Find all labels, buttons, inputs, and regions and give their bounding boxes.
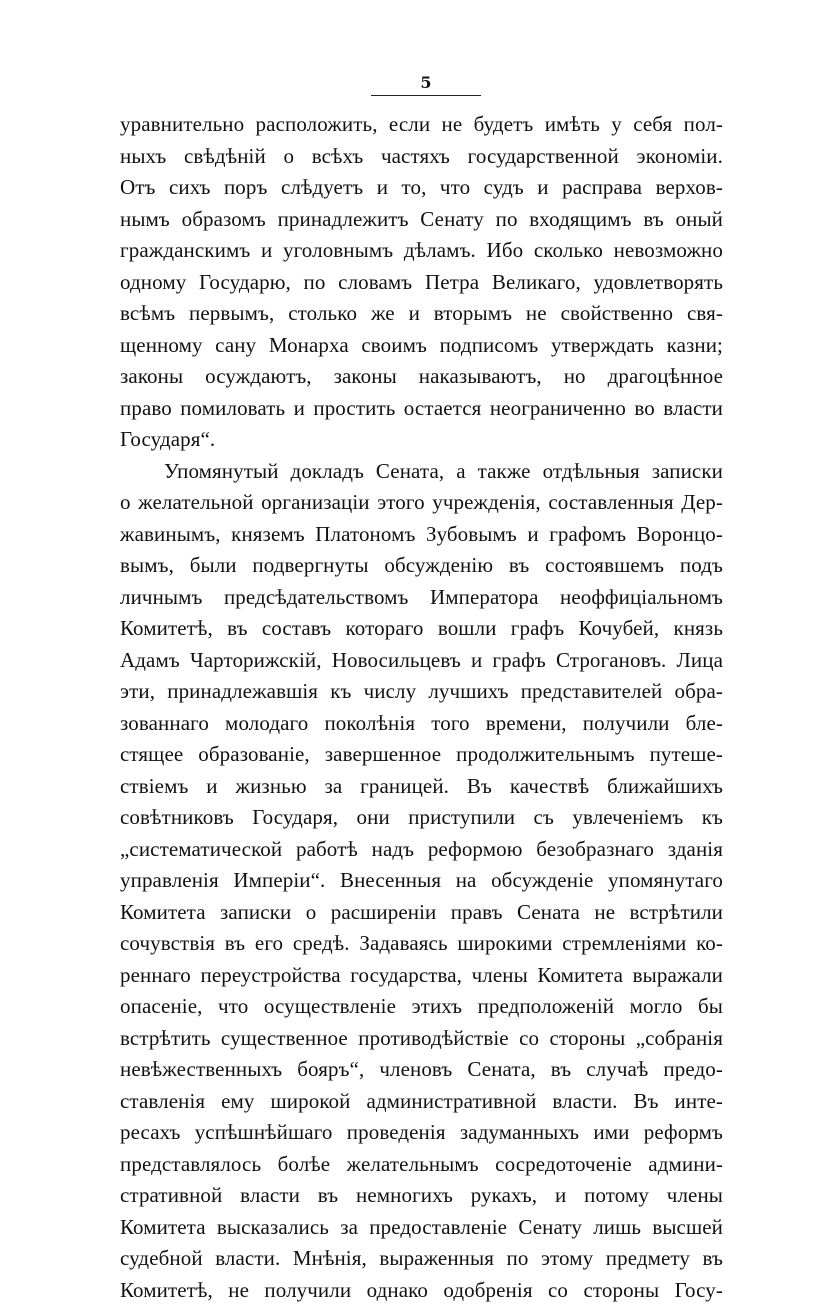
text-line: уравнительно расположить, если не будетъ имѣть у себя пол-	[120, 109, 723, 141]
page-number: 5	[371, 74, 481, 92]
text-line: представлялось болѣе желательнымъ сосредоточеніе админи-	[120, 1149, 723, 1181]
text-line: Отъ сихъ поръ слѣдуетъ и то, что судъ и расправа верхов-	[120, 172, 723, 204]
text-line: Комитетѣ, въ составъ котораго вошли графъ Кочубей, князь	[120, 613, 723, 645]
text-line: реннаго переустройства государства, члены Комитета выражали	[120, 960, 723, 992]
text-line: право помиловать и простить остается неограниченно во власти	[120, 393, 723, 425]
text-line: „систематической работѣ надъ реформою безобразнаго зданія	[120, 834, 723, 866]
text-line: всѣмъ первымъ, столько же и вторымъ не свойственно свя-	[120, 298, 723, 330]
text-line: управленія Имперіи“. Внесенныя на обсужденіе упомянутаго	[120, 865, 723, 897]
text-line: опасеніе, что осуществленіе этихъ предположеній могло бы	[120, 991, 723, 1023]
text-line: щенному сану Монарха своимъ подписомъ утверждать казни;	[120, 330, 723, 362]
text-line: ствіемъ и жизнью за границей. Въ качествѣ ближайшихъ	[120, 771, 723, 803]
text-line: ныхъ свѣдѣній о всѣхъ частяхъ государственной экономіи.	[120, 141, 723, 173]
text-line: совѣтниковъ Государя, они приступили съ увлеченіемъ къ	[120, 802, 723, 834]
text-line: Упомянутый докладъ Сената, а также отдѣльныя записки	[120, 456, 723, 488]
page-header	[371, 74, 481, 92]
text-line: Комитета высказались за предоставленіе Сенату лишь высшей	[120, 1212, 723, 1244]
text-line: эти, принадлежавшія къ числу лучшихъ представителей обра-	[120, 676, 723, 708]
text-line: ресахъ успѣшнѣйшаго проведенія задуманныхъ ими реформъ	[120, 1117, 723, 1149]
text-line: жавинымъ, княземъ Платономъ Зубовымъ и графомъ Воронцо-	[120, 519, 723, 551]
text-line: личнымъ предсѣдательствомъ Императора неоффиціальномъ	[120, 582, 723, 614]
text-line: невѣжественныхъ бояръ“, членовъ Сената, въ случаѣ предо-	[120, 1054, 723, 1086]
paragraph-1	[120, 109, 723, 456]
text-line: гражданскимъ и уголовнымъ дѣламъ. Ибо сколько невозможно	[120, 235, 723, 267]
text-line: Комитета записки о расширеніи правъ Сената не встрѣтили	[120, 897, 723, 929]
text-line: зованнаго молодаго поколѣнія того времени, получили бле-	[120, 708, 723, 740]
text-line: встрѣтить существенное противодѣйствіе со стороны „собранія	[120, 1023, 723, 1055]
paragraph-2	[120, 456, 723, 1306]
text-line: о желательной организаціи этого учрежденія, составленныя Дер-	[120, 487, 723, 519]
text-line: сочувствія въ его средѣ. Задаваясь широкими стремленіями ко-	[120, 928, 723, 960]
text-line: Государя“.	[120, 424, 723, 456]
text-line: Комитетѣ, не получили однако одобренія со стороны Госу-	[120, 1275, 723, 1306]
text-line: судебной власти. Мнѣнія, выраженныя по этому предмету въ	[120, 1243, 723, 1275]
text-line: законы осуждаютъ, законы наказываютъ, но драгоцѣнное	[120, 361, 723, 393]
text-line: стящее образованіе, завершенное продолжительнымъ путеше-	[120, 739, 723, 771]
text-line: нымъ образомъ принадлежитъ Сенату по входящимъ въ оный	[120, 204, 723, 236]
text-line: ставленія ему широкой административной власти. Въ инте-	[120, 1086, 723, 1118]
body-text	[120, 109, 723, 1306]
text-line: Адамъ Чарторижскій, Новосильцевъ и графъ Строгановъ. Лица	[120, 645, 723, 677]
text-line: стративной власти въ немногихъ рукахъ, и потому члены	[120, 1180, 723, 1212]
text-line: одному Государю, по словамъ Петра Великаго, удовлетворять	[120, 267, 723, 299]
text-line: вымъ, были подвергнуты обсужденію въ состоявшемъ подъ	[120, 550, 723, 582]
header-rule	[371, 95, 481, 96]
